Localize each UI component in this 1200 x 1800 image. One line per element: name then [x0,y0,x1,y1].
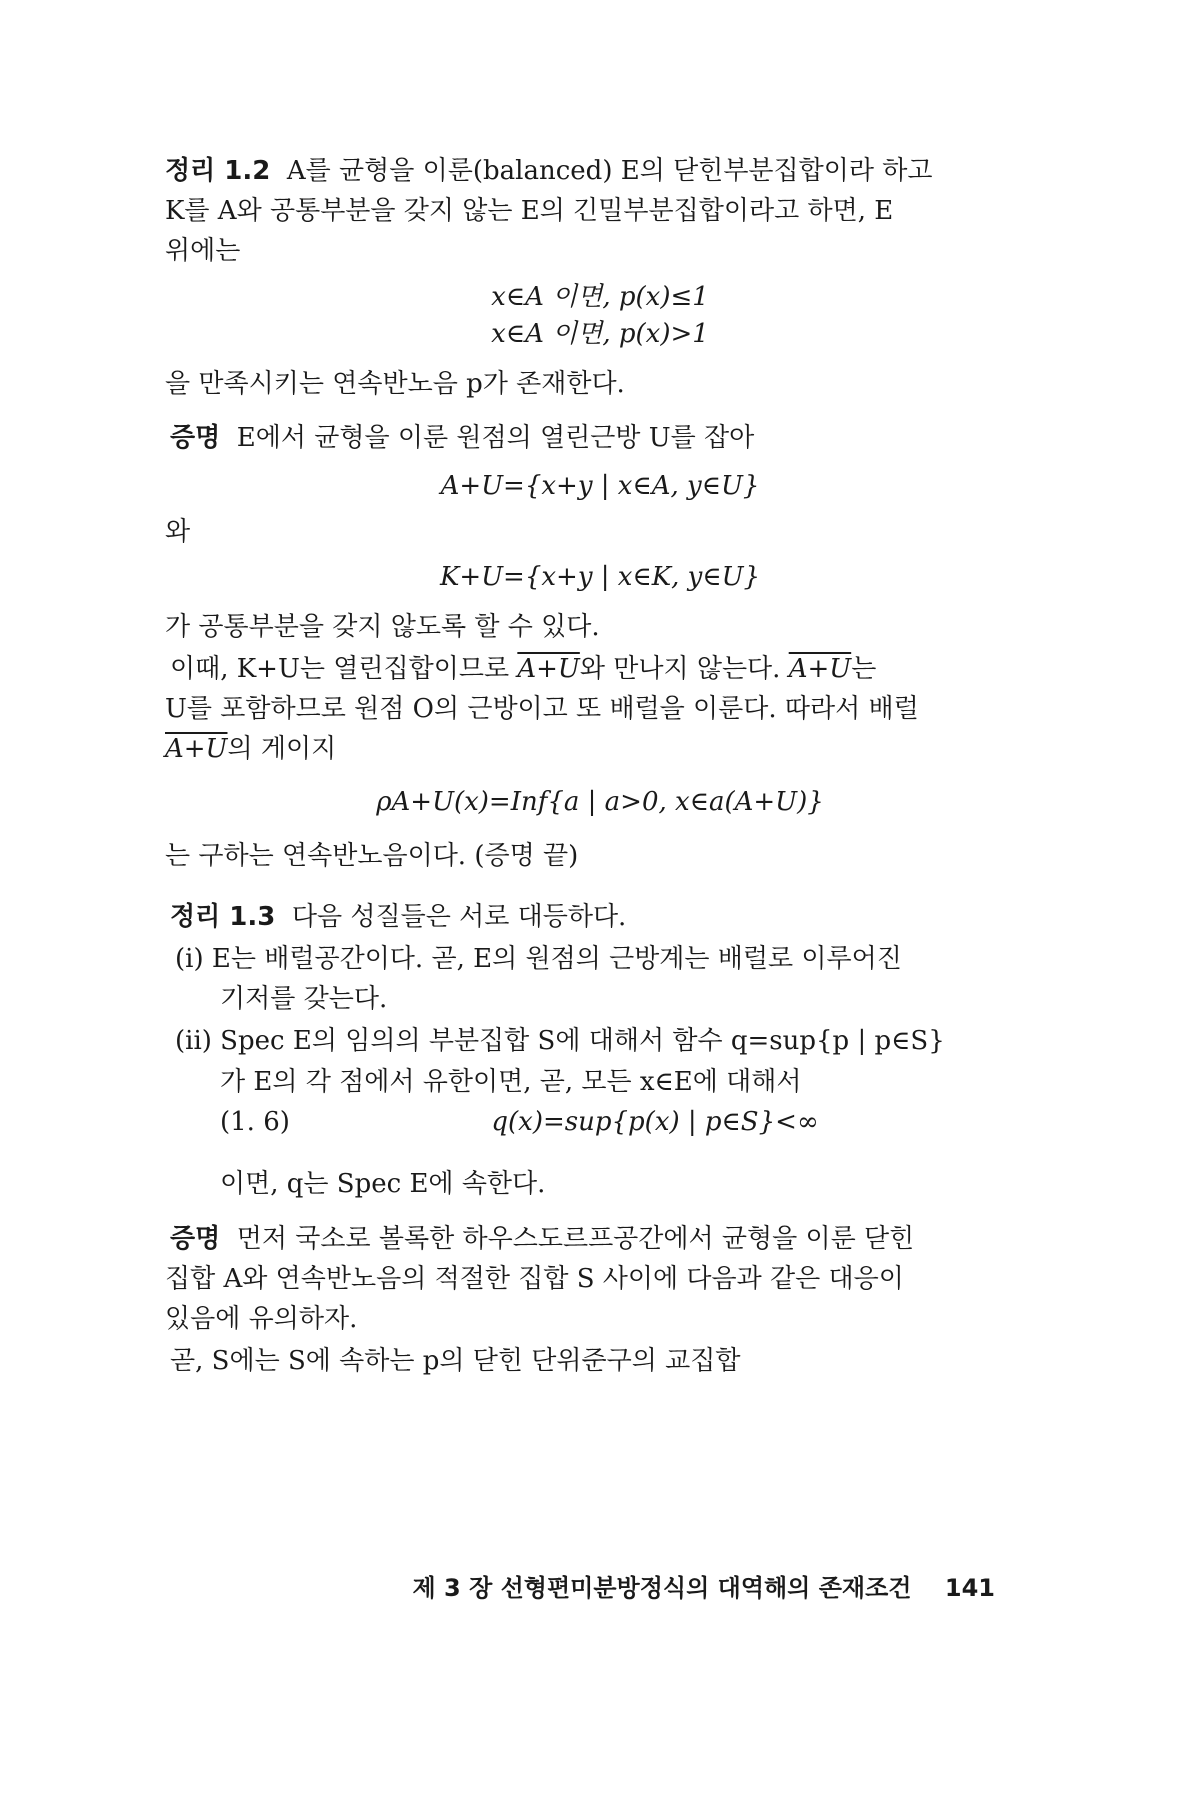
closure-a-plus-u-3: A+U [165,734,228,764]
theorem-1-3-item-1-a: (i) E는 배럴공간이다. 곧, E의 원점의 근방계는 배럴로 이루어진 [175,944,902,974]
theorem-1-3-item-2-a: (ii) Spec E의 임의의 부분집합 S에 대해서 함수 q=sup{p | p∈S} [175,1026,945,1056]
footer-chapter-title: 제 3 장 선형편미분방정식의 대역해의 존재조건 [412,1574,912,1602]
proof-1-equation-1: A+U={x+y | x∈A, y∈U} [440,471,760,501]
proof-2-text-1: 먼저 국소로 볼록한 하우스도르프공간에서 균형을 이룬 닫힌 [236,1224,915,1254]
theorem-1-2-equation-1: x∈A 이면, p(x)≤1 [491,282,709,312]
proof-1-line-6-b: 의 게이지 [227,734,337,764]
proof-1-line-1 [170,414,1025,462]
page-footer [0,1568,1200,1608]
theorem-1-2-line-3: 위에는 [165,236,241,266]
proof-1-equation-2: K+U={x+y | x∈K, y∈U} [439,562,761,592]
theorem-1-2-equation-2: x∈A 이면, p(x)>1 [491,319,709,349]
theorem-1-3-label: 정리 1.3 [170,902,276,932]
proof-2-line-4: 곧, S에는 S에 속하는 p의 닫힌 단위준구의 교집합 [170,1346,741,1376]
theorem-1-3-line-1 [170,893,1025,941]
equation-number-1-6: (1. 6) [220,1107,290,1137]
proof-1-gauge-equation: ρA+U(x)=Inf{a | a>0, x∈a(A+U)} [376,787,824,817]
theorem-1-2-line-4: 을 만족시키는 연속반노음 p가 존재한다. [165,369,625,399]
proof-2-line-2: 집합 A와 연속반노음의 적절한 집합 S 사이에 다음과 같은 대응이 [165,1264,904,1294]
theorem-1-3-line-end: 이면, q는 Spec E에 속한다. [220,1169,546,1199]
proof-1-line-4-c: 와 만나지 않는다. [579,654,789,684]
theorem-1-2-line-2: K를 A와 공통부분을 갖지 않는 E의 긴밀부분집합이라고 하면, E [165,196,894,226]
proof-1-line-6 [165,725,1020,773]
theorem-1-3-item-1-b: 기저를 갖는다. [220,984,388,1014]
theorem-1-3-equation-1-6: q(x)=sup{p(x) | p∈S}<∞ [491,1107,819,1137]
proof-1-line-7: 는 구하는 연속반노음이다. (증명 끝) [165,841,579,871]
proof-2-label: 증명 [170,1224,221,1254]
theorem-1-3-item-2-b: 가 E의 각 점에서 유한이면, 곧, 모든 x∈E에 대해서 [220,1067,802,1097]
proof-1-line-4-a: 이때, K+U는 열린집합이므로 [170,654,518,684]
proof-2-line-3: 있음에 유의하자. [165,1304,358,1334]
theorem-1-3-text-1: 다음 성질들은 서로 대등하다. [291,902,627,932]
proof-1-text-1: E에서 균형을 이룬 원점의 열린근방 U를 잡아 [236,423,755,453]
proof-1-line-2: 와 [165,517,191,547]
closure-a-plus-u-2: A+U [788,654,852,684]
theorem-1-2-text-1: A를 균형을 이룬(balanced) E의 닫힌부분집합이라 하고 [286,156,933,186]
page-number: 141 [944,1574,995,1602]
proof-1-label: 증명 [170,423,221,453]
proof-1-line-3: 가 공통부분을 갖지 않도록 할 수 있다. [165,612,600,642]
proof-1-line-5: U를 포함하므로 원점 O의 근방이고 또 배럴을 이룬다. 따라서 배럴 [165,694,919,724]
proof-1-line-4-e: 는 [851,654,877,684]
closure-a-plus-u-1: A+U [517,654,580,684]
theorem-1-2-label: 정리 1.2 [165,156,271,186]
